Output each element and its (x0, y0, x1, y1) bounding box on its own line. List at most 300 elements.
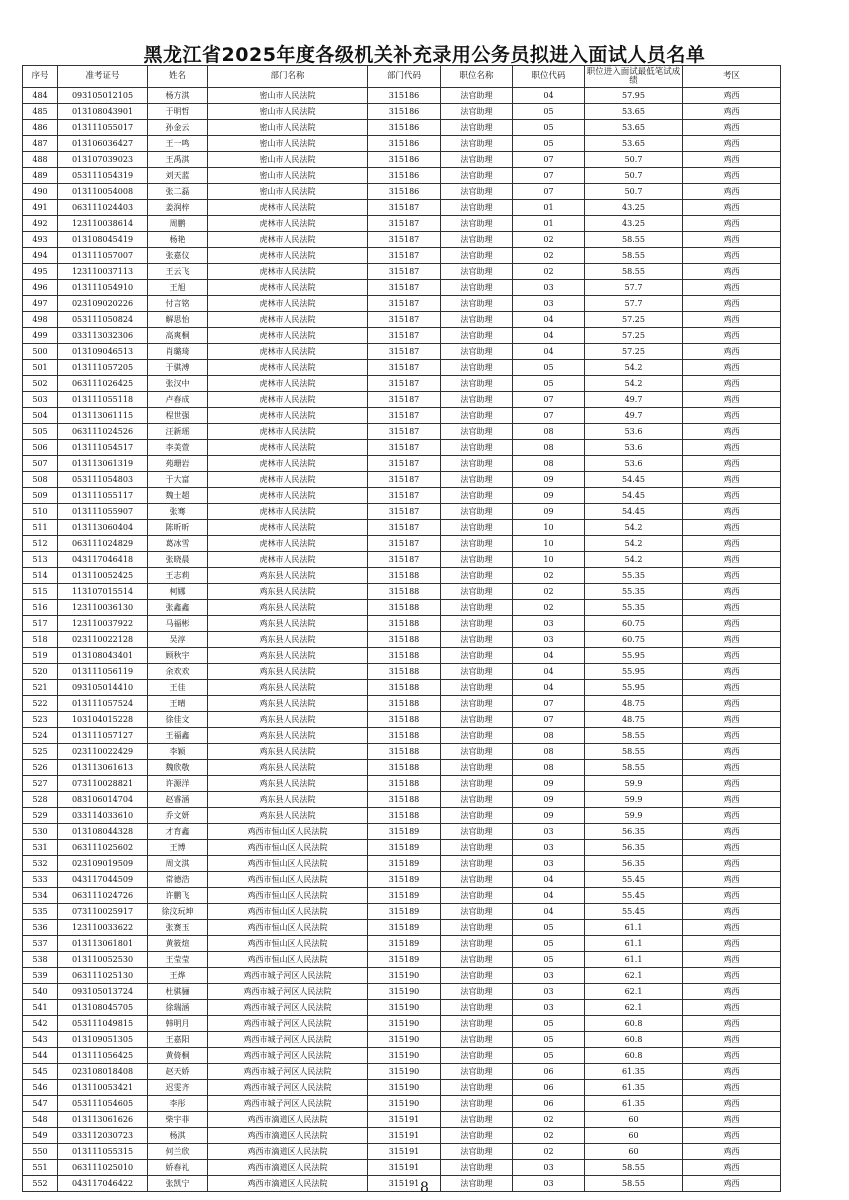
row-number-cell: 548 (23, 1112, 58, 1128)
department-code-cell: 315186 (368, 88, 441, 104)
table-row (23, 1032, 781, 1048)
exam-id-cell: 023110022128 (58, 632, 148, 648)
candidate-name-cell: 王烨 (148, 968, 208, 984)
min-written-score-cell: 53.6 (585, 440, 683, 456)
exam-id-cell: 013110052425 (58, 568, 148, 584)
position-name-cell: 法官助理 (441, 1016, 513, 1032)
exam-id-cell: 033112030723 (58, 1128, 148, 1144)
table-row (23, 760, 781, 776)
position-name-cell: 法官助理 (441, 440, 513, 456)
min-written-score-cell: 55.35 (585, 568, 683, 584)
table-row (23, 424, 781, 440)
position-name-cell: 法官助理 (441, 792, 513, 808)
position-name-cell: 法官助理 (441, 936, 513, 952)
exam-id-cell: 013108045705 (58, 1000, 148, 1016)
department-name-cell: 鸡西市恒山区人民法院 (208, 872, 368, 888)
department-code-cell: 315188 (368, 776, 441, 792)
candidate-name-cell: 魏士超 (148, 488, 208, 504)
department-name-cell: 虎林市人民法院 (208, 456, 368, 472)
row-number-cell: 533 (23, 872, 58, 888)
position-code-cell: 07 (513, 696, 585, 712)
position-code-cell: 09 (513, 472, 585, 488)
row-number-cell: 501 (23, 360, 58, 376)
position-name-cell: 法官助理 (441, 1144, 513, 1160)
position-code-cell: 02 (513, 568, 585, 584)
table-row (23, 1112, 781, 1128)
department-code-cell: 315189 (368, 904, 441, 920)
position-name-cell: 法官助理 (441, 888, 513, 904)
department-code-cell: 315188 (368, 760, 441, 776)
department-name-cell: 鸡西市滴道区人民法院 (208, 1160, 368, 1176)
position-name-cell: 法官助理 (441, 920, 513, 936)
min-written-score-cell: 62.1 (585, 984, 683, 1000)
position-code-cell: 09 (513, 488, 585, 504)
department-name-cell: 鸡西市滴道区人民法院 (208, 1144, 368, 1160)
candidate-name-cell: 于骐溥 (148, 360, 208, 376)
department-code-cell: 315186 (368, 120, 441, 136)
row-number-cell: 519 (23, 648, 58, 664)
department-name-cell: 鸡西市城子河区人民法院 (208, 984, 368, 1000)
department-name-cell: 鸡西市恒山区人民法院 (208, 824, 368, 840)
candidate-name-cell: 徐汶玩坤 (148, 904, 208, 920)
department-name-cell: 鸡东县人民法院 (208, 568, 368, 584)
exam-id-cell: 013111056119 (58, 664, 148, 680)
position-name-cell: 法官助理 (441, 328, 513, 344)
row-number-cell: 514 (23, 568, 58, 584)
department-code-cell: 315187 (368, 344, 441, 360)
table-row (23, 472, 781, 488)
exam-id-cell: 013111055315 (58, 1144, 148, 1160)
position-name-cell: 法官助理 (441, 408, 513, 424)
position-code-cell: 04 (513, 344, 585, 360)
row-number-cell: 543 (23, 1032, 58, 1048)
position-code-cell: 02 (513, 264, 585, 280)
department-code-cell: 315190 (368, 1032, 441, 1048)
candidate-name-cell: 魏欣敬 (148, 760, 208, 776)
min-written-score-cell: 55.95 (585, 664, 683, 680)
row-number-cell: 537 (23, 936, 58, 952)
department-code-cell: 315187 (368, 408, 441, 424)
department-name-cell: 虎林市人民法院 (208, 472, 368, 488)
min-written-score-cell: 58.55 (585, 760, 683, 776)
exam-area-cell: 鸡西 (683, 408, 781, 424)
position-name-cell: 法官助理 (441, 776, 513, 792)
candidate-name-cell: 程世强 (148, 408, 208, 424)
exam-id-cell: 013113061115 (58, 408, 148, 424)
table-row (23, 152, 781, 168)
exam-area-cell: 鸡西 (683, 600, 781, 616)
table-row (23, 552, 781, 568)
min-written-score-cell: 60.75 (585, 632, 683, 648)
exam-area-cell: 鸡西 (683, 152, 781, 168)
table-row (23, 792, 781, 808)
position-name-cell: 法官助理 (441, 88, 513, 104)
candidate-name-cell: 许鹏飞 (148, 888, 208, 904)
min-written-score-cell: 57.95 (585, 88, 683, 104)
min-written-score-cell: 61.35 (585, 1064, 683, 1080)
department-name-cell: 虎林市人民法院 (208, 280, 368, 296)
table-row (23, 872, 781, 888)
column-header: 职位代码 (513, 66, 585, 88)
exam-id-cell: 013108043401 (58, 648, 148, 664)
position-code-cell: 03 (513, 280, 585, 296)
department-code-cell: 315187 (368, 488, 441, 504)
position-code-cell: 05 (513, 1032, 585, 1048)
table-row (23, 936, 781, 952)
department-code-cell: 315188 (368, 680, 441, 696)
row-number-cell: 549 (23, 1128, 58, 1144)
exam-area-cell: 鸡西 (683, 984, 781, 1000)
exam-area-cell: 鸡西 (683, 1176, 781, 1192)
exam-area-cell: 鸡西 (683, 1144, 781, 1160)
min-written-score-cell: 50.7 (585, 152, 683, 168)
exam-area-cell: 鸡西 (683, 1080, 781, 1096)
position-name-cell: 法官助理 (441, 472, 513, 488)
department-name-cell: 虎林市人民法院 (208, 440, 368, 456)
candidate-name-cell: 何兰欣 (148, 1144, 208, 1160)
row-number-cell: 546 (23, 1080, 58, 1096)
candidate-name-cell: 黄筱煊 (148, 936, 208, 952)
position-name-cell: 法官助理 (441, 152, 513, 168)
min-written-score-cell: 59.9 (585, 792, 683, 808)
candidate-name-cell: 王莹莹 (148, 952, 208, 968)
department-code-cell: 315189 (368, 840, 441, 856)
table-row (23, 776, 781, 792)
exam-area-cell: 鸡西 (683, 376, 781, 392)
position-code-cell: 08 (513, 424, 585, 440)
candidate-name-cell: 张凯宁 (148, 1176, 208, 1192)
table-row (23, 200, 781, 216)
candidate-name-cell: 柯娜 (148, 584, 208, 600)
row-number-cell: 494 (23, 248, 58, 264)
row-number-cell: 491 (23, 200, 58, 216)
candidate-name-cell: 汪新瑶 (148, 424, 208, 440)
position-code-cell: 04 (513, 904, 585, 920)
department-name-cell: 虎林市人民法院 (208, 200, 368, 216)
min-written-score-cell: 60 (585, 1128, 683, 1144)
min-written-score-cell: 54.2 (585, 536, 683, 552)
department-code-cell: 315188 (368, 728, 441, 744)
candidate-name-cell: 黄倚桐 (148, 1048, 208, 1064)
candidate-name-cell: 娇春礼 (148, 1160, 208, 1176)
table-row (23, 1080, 781, 1096)
department-name-cell: 虎林市人民法院 (208, 328, 368, 344)
position-name-cell: 法官助理 (441, 568, 513, 584)
position-name-cell: 法官助理 (441, 200, 513, 216)
position-code-cell: 10 (513, 520, 585, 536)
position-name-cell: 法官助理 (441, 872, 513, 888)
position-code-cell: 07 (513, 184, 585, 200)
exam-area-cell: 鸡西 (683, 552, 781, 568)
exam-id-cell: 023109020226 (58, 296, 148, 312)
table-row (23, 840, 781, 856)
position-code-cell: 05 (513, 920, 585, 936)
table-row (23, 808, 781, 824)
row-number-cell: 486 (23, 120, 58, 136)
exam-area-cell: 鸡西 (683, 712, 781, 728)
column-header: 职位名称 (441, 66, 513, 88)
min-written-score-cell: 53.65 (585, 104, 683, 120)
position-code-cell: 05 (513, 104, 585, 120)
position-name-cell: 法官助理 (441, 1064, 513, 1080)
exam-area-cell: 鸡西 (683, 200, 781, 216)
row-number-cell: 504 (23, 408, 58, 424)
candidate-name-cell: 杜骐骊 (148, 984, 208, 1000)
table-row (23, 1048, 781, 1064)
candidate-name-cell: 杨艳 (148, 232, 208, 248)
row-number-cell: 509 (23, 488, 58, 504)
exam-area-cell: 鸡西 (683, 776, 781, 792)
candidate-name-cell: 于大富 (148, 472, 208, 488)
exam-area-cell: 鸡西 (683, 680, 781, 696)
table-row (23, 696, 781, 712)
exam-area-cell: 鸡西 (683, 1032, 781, 1048)
position-name-cell: 法官助理 (441, 488, 513, 504)
column-header: 考区 (683, 66, 781, 88)
row-number-cell: 531 (23, 840, 58, 856)
department-name-cell: 鸡西市恒山区人民法院 (208, 840, 368, 856)
exam-id-cell: 103104015228 (58, 712, 148, 728)
min-written-score-cell: 55.95 (585, 680, 683, 696)
exam-id-cell: 063111024829 (58, 536, 148, 552)
position-name-cell: 法官助理 (441, 104, 513, 120)
position-code-cell: 05 (513, 136, 585, 152)
department-code-cell: 315187 (368, 552, 441, 568)
exam-area-cell: 鸡西 (683, 264, 781, 280)
min-written-score-cell: 54.45 (585, 504, 683, 520)
department-name-cell: 虎林市人民法院 (208, 408, 368, 424)
position-name-cell: 法官助理 (441, 344, 513, 360)
department-name-cell: 鸡东县人民法院 (208, 776, 368, 792)
row-number-cell: 547 (23, 1096, 58, 1112)
department-code-cell: 315187 (368, 280, 441, 296)
min-written-score-cell: 58.55 (585, 744, 683, 760)
table-row (23, 920, 781, 936)
department-code-cell: 315189 (368, 872, 441, 888)
column-header: 姓名 (148, 66, 208, 88)
exam-area-cell: 鸡西 (683, 824, 781, 840)
candidate-name-cell: 张赛玉 (148, 920, 208, 936)
exam-id-cell: 093105014410 (58, 680, 148, 696)
exam-id-cell: 023109019509 (58, 856, 148, 872)
department-name-cell: 虎林市人民法院 (208, 536, 368, 552)
department-code-cell: 315189 (368, 952, 441, 968)
min-written-score-cell: 59.9 (585, 808, 683, 824)
row-number-cell: 508 (23, 472, 58, 488)
candidate-name-cell: 张鑫鑫 (148, 600, 208, 616)
position-code-cell: 08 (513, 440, 585, 456)
department-name-cell: 鸡西市城子河区人民法院 (208, 1096, 368, 1112)
row-number-cell: 541 (23, 1000, 58, 1016)
row-number-cell: 551 (23, 1160, 58, 1176)
department-name-cell: 鸡东县人民法院 (208, 712, 368, 728)
exam-id-cell: 053111049815 (58, 1016, 148, 1032)
exam-area-cell: 鸡西 (683, 1160, 781, 1176)
candidate-name-cell: 许源洋 (148, 776, 208, 792)
table-row (23, 216, 781, 232)
position-code-cell: 03 (513, 840, 585, 856)
department-name-cell: 鸡东县人民法院 (208, 792, 368, 808)
exam-area-cell: 鸡西 (683, 760, 781, 776)
exam-id-cell: 013111056425 (58, 1048, 148, 1064)
exam-id-cell: 013108043901 (58, 104, 148, 120)
exam-id-cell: 093105012105 (58, 88, 148, 104)
position-name-cell: 法官助理 (441, 120, 513, 136)
department-code-cell: 315186 (368, 152, 441, 168)
position-name-cell: 法官助理 (441, 616, 513, 632)
exam-id-cell: 033113032306 (58, 328, 148, 344)
department-code-cell: 315188 (368, 632, 441, 648)
department-code-cell: 315187 (368, 456, 441, 472)
min-written-score-cell: 55.45 (585, 888, 683, 904)
exam-id-cell: 093105013724 (58, 984, 148, 1000)
candidate-name-cell: 徐瑞涵 (148, 1000, 208, 1016)
min-written-score-cell: 50.7 (585, 184, 683, 200)
table-row (23, 120, 781, 136)
department-name-cell: 鸡西市城子河区人民法院 (208, 1080, 368, 1096)
candidate-name-cell: 王旭 (148, 280, 208, 296)
table-row (23, 504, 781, 520)
min-written-score-cell: 55.35 (585, 584, 683, 600)
candidate-name-cell: 杨淇 (148, 1128, 208, 1144)
exam-area-cell: 鸡西 (683, 360, 781, 376)
department-code-cell: 315188 (368, 808, 441, 824)
min-written-score-cell: 60 (585, 1112, 683, 1128)
row-number-cell: 522 (23, 696, 58, 712)
row-number-cell: 524 (23, 728, 58, 744)
position-name-cell: 法官助理 (441, 1128, 513, 1144)
exam-id-cell: 013111055907 (58, 504, 148, 520)
candidate-name-cell: 王博 (148, 840, 208, 856)
department-code-cell: 315189 (368, 888, 441, 904)
exam-id-cell: 043117044509 (58, 872, 148, 888)
exam-area-cell: 鸡西 (683, 456, 781, 472)
min-written-score-cell: 61.35 (585, 1096, 683, 1112)
exam-id-cell: 013111054517 (58, 440, 148, 456)
candidate-name-cell: 刘天蓝 (148, 168, 208, 184)
min-written-score-cell: 54.45 (585, 488, 683, 504)
position-name-cell: 法官助理 (441, 984, 513, 1000)
min-written-score-cell: 61.1 (585, 936, 683, 952)
min-written-score-cell: 53.6 (585, 424, 683, 440)
exam-id-cell: 083106014704 (58, 792, 148, 808)
min-written-score-cell: 55.45 (585, 904, 683, 920)
table-row (23, 488, 781, 504)
department-name-cell: 虎林市人民法院 (208, 504, 368, 520)
exam-area-cell: 鸡西 (683, 1096, 781, 1112)
position-code-cell: 02 (513, 1144, 585, 1160)
exam-area-cell: 鸡西 (683, 664, 781, 680)
position-name-cell: 法官助理 (441, 136, 513, 152)
exam-id-cell: 043117046418 (58, 552, 148, 568)
row-number-cell: 510 (23, 504, 58, 520)
candidate-name-cell: 张晓晨 (148, 552, 208, 568)
row-number-cell: 492 (23, 216, 58, 232)
candidate-name-cell: 王禹淇 (148, 152, 208, 168)
min-written-score-cell: 53.6 (585, 456, 683, 472)
position-code-cell: 10 (513, 552, 585, 568)
exam-id-cell: 063111025130 (58, 968, 148, 984)
row-number-cell: 529 (23, 808, 58, 824)
candidate-name-cell: 马福彬 (148, 616, 208, 632)
table-row (23, 440, 781, 456)
position-name-cell: 法官助理 (441, 456, 513, 472)
exam-id-cell: 123110037922 (58, 616, 148, 632)
table-row (23, 344, 781, 360)
exam-area-cell: 鸡西 (683, 296, 781, 312)
position-name-cell: 法官助理 (441, 760, 513, 776)
position-name-cell: 法官助理 (441, 952, 513, 968)
row-number-cell: 526 (23, 760, 58, 776)
table-row (23, 104, 781, 120)
department-code-cell: 315191 (368, 1128, 441, 1144)
position-code-cell: 03 (513, 824, 585, 840)
department-name-cell: 鸡东县人民法院 (208, 680, 368, 696)
department-name-cell: 鸡东县人民法院 (208, 664, 368, 680)
position-code-cell: 04 (513, 664, 585, 680)
exam-area-cell: 鸡西 (683, 424, 781, 440)
min-written-score-cell: 43.25 (585, 200, 683, 216)
row-number-cell: 534 (23, 888, 58, 904)
department-name-cell: 虎林市人民法院 (208, 296, 368, 312)
exam-area-cell: 鸡西 (683, 504, 781, 520)
column-header: 职位进入面试最低笔试成绩 (585, 66, 683, 88)
row-number-cell: 535 (23, 904, 58, 920)
department-code-cell: 315187 (368, 536, 441, 552)
table-row (23, 888, 781, 904)
table-row (23, 1096, 781, 1112)
candidate-name-cell: 迟雯齐 (148, 1080, 208, 1096)
position-name-cell: 法官助理 (441, 184, 513, 200)
exam-id-cell: 013111055117 (58, 488, 148, 504)
page-title: 黑龙江省2025年度各级机关补充录用公务员拟进入面试人员名单 (143, 44, 706, 66)
department-name-cell: 虎林市人民法院 (208, 216, 368, 232)
table-row (23, 648, 781, 664)
department-name-cell: 密山市人民法院 (208, 104, 368, 120)
department-code-cell: 315189 (368, 936, 441, 952)
department-code-cell: 315188 (368, 584, 441, 600)
min-written-score-cell: 61.35 (585, 1080, 683, 1096)
min-written-score-cell: 58.55 (585, 232, 683, 248)
position-name-cell: 法官助理 (441, 1048, 513, 1064)
department-name-cell: 鸡东县人民法院 (208, 616, 368, 632)
exam-id-cell: 013108044328 (58, 824, 148, 840)
position-name-cell: 法官助理 (441, 392, 513, 408)
position-name-cell: 法官助理 (441, 168, 513, 184)
department-name-cell: 鸡西市城子河区人民法院 (208, 1000, 368, 1016)
position-name-cell: 法官助理 (441, 216, 513, 232)
position-code-cell: 03 (513, 968, 585, 984)
department-name-cell: 密山市人民法院 (208, 88, 368, 104)
department-code-cell: 315189 (368, 856, 441, 872)
exam-id-cell: 013111055118 (58, 392, 148, 408)
row-number-cell: 511 (23, 520, 58, 536)
table-row (23, 328, 781, 344)
department-name-cell: 鸡西市城子河区人民法院 (208, 1032, 368, 1048)
exam-area-cell: 鸡西 (683, 328, 781, 344)
min-written-score-cell: 48.75 (585, 712, 683, 728)
table-row (23, 520, 781, 536)
row-number-cell: 502 (23, 376, 58, 392)
department-name-cell: 鸡西市恒山区人民法院 (208, 920, 368, 936)
department-name-cell: 鸡西市城子河区人民法院 (208, 968, 368, 984)
department-code-cell: 315187 (368, 520, 441, 536)
position-code-cell: 07 (513, 152, 585, 168)
exam-area-cell: 鸡西 (683, 136, 781, 152)
department-name-cell: 虎林市人民法院 (208, 232, 368, 248)
exam-id-cell: 013109051305 (58, 1032, 148, 1048)
candidate-name-cell: 常德浩 (148, 872, 208, 888)
